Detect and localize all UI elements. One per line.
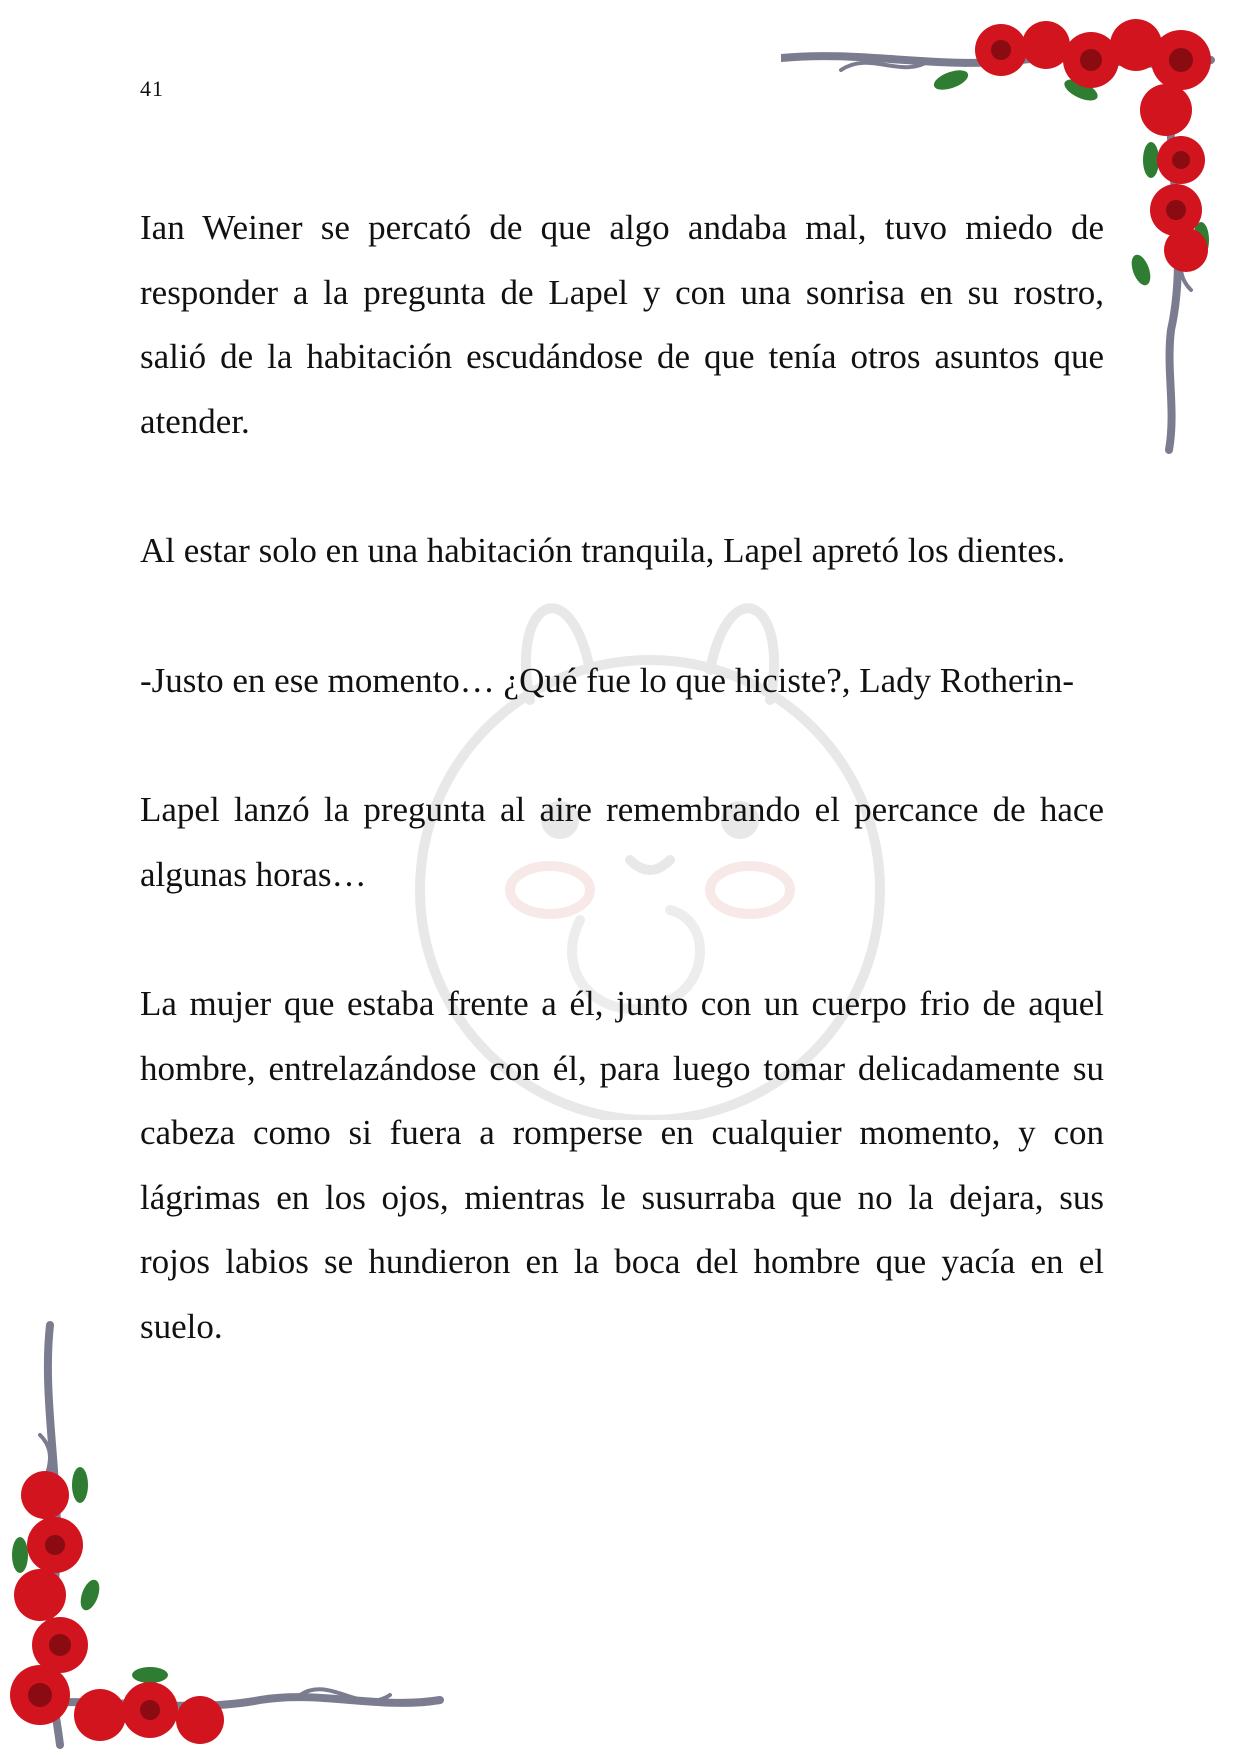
paragraph-5: La mujer que estaba frente a él, junto con un cuerpo frio de aquel hombre, entrelazándose con él, para luego tomar delicadamente su cabeza como si fuera a romperse en cualquier momento, y con lágrimas en los ojos, mientras le susurraba que no la dejara, sus rojos labios se hundieron en la boca del hombre que yacía en el suelo. xyxy=(140,984,1104,1346)
paragraph-2: Al estar solo en una habitación tranquila, Lapel apretó los dientes. xyxy=(140,531,1066,570)
paragraph-3: -Justo en ese momento… ¿Qué fue lo que hiciste?, Lady Rotherin- xyxy=(140,660,1075,700)
page-number: 41 xyxy=(140,76,164,101)
chapter-text xyxy=(140,196,1104,1424)
paragraph-4: Lapel lanzó la pregunta al aire remembrando el percance de hace algunas horas… xyxy=(140,790,1104,894)
paragraph-1: Ian Weiner se percató de que algo andaba mal, tuvo miedo de responder a la pregunta de Lapel y con una sonrisa en su rostro, salió de la habitación escudándose de que tenía otros asuntos que atender. xyxy=(140,208,1104,441)
